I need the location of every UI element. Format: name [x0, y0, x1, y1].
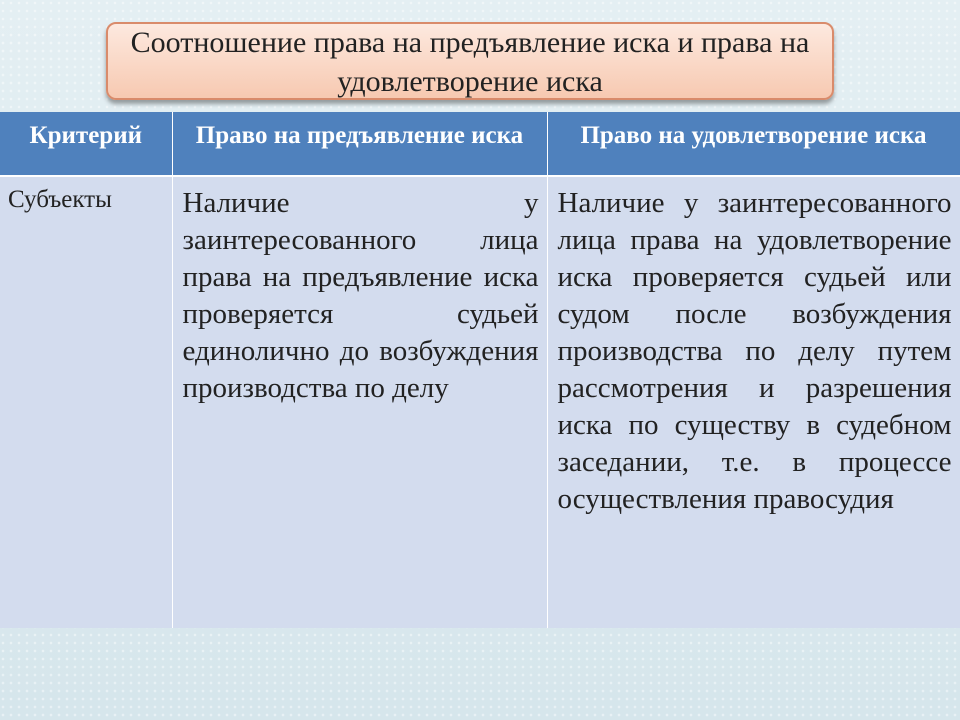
- header-satisfaction-right: Право на удовлетворение иска: [547, 112, 960, 176]
- header-claim-right: Право на предъявление иска: [172, 112, 547, 176]
- header-criterion: Критерий: [0, 112, 172, 176]
- cell-claim-right: Наличие у заинтересованного лица права на предъявление иска проверяется судьей единолично до возбуждения производства по делу: [172, 176, 547, 628]
- slide-title: Соотношение права на предъявление иска и права на удовлетворение иска: [130, 26, 810, 98]
- table-row: [0, 176, 960, 628]
- cell-criterion: Субъекты: [0, 176, 172, 628]
- title-box: [106, 22, 834, 100]
- table-header-row: [0, 112, 960, 176]
- comparison-table: [0, 112, 960, 628]
- cell-satisfaction-right: Наличие у заинтересованного лица права на удовлетворение иска проверяется судьей или судом после возбуждения производства по делу путем рассмотрения и разрешения иска по существу в судебном заседании, т.е. в процессе осуществления правосудия: [547, 176, 960, 628]
